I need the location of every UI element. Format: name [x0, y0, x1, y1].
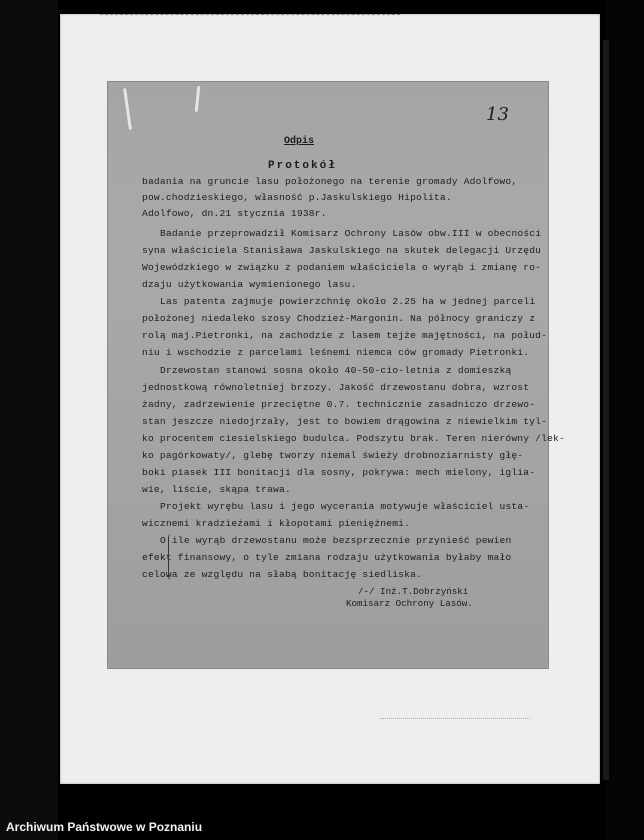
copy-label: Odpis — [284, 136, 315, 147]
intro-line: pow.chodzieskiego, własność p.Jaskulskiego Hipolita. — [142, 192, 452, 203]
body-line: syna właściciela Stanisława Jaskulskiego na skutek delegacji Urzędu — [142, 245, 542, 256]
paper-tear-mark — [123, 88, 132, 130]
body-line: żadny, zadrzewienie przeciętne 0.7. technicznie zasadniczo drzewo- — [142, 399, 536, 410]
body-line: Badanie przeprowadził Komisarz Ochrony Lasów obw.III w obecności — [160, 228, 542, 239]
signature-name: /-/ Inż.T.Dobrzyński — [358, 586, 469, 597]
body-line: boki piasek III bonitacji dla sosny, pokrywa: mech mielony, iglia- — [142, 467, 536, 478]
faint-pencil-mark — [380, 718, 530, 720]
margin-brace-mark — [168, 534, 175, 580]
page-number: 13 — [486, 104, 509, 125]
body-line: wicznemi kradzieżami i kłopotami pieniężnemi. — [142, 518, 411, 529]
body-line: efekt finansowy, o tyle zmiana rodzaju użytkowania byłaby mało — [142, 552, 512, 563]
body-line: Las patenta zajmuje powierzchnię około 2.25 ha w jednej parceli — [160, 296, 536, 307]
left-film-border — [0, 0, 58, 840]
body-line: O ile wyrąb drzewostanu może bezsprzecznie przynieść pewien — [160, 535, 512, 546]
body-line: Drzewostan stanowi sosna około 40-50-cio-letnia z domieszką — [160, 365, 512, 376]
body-line: dzaju użytkowania wymienionego lasu. — [142, 279, 357, 290]
body-line: położonej niedaleko szosy Chodzież-Margonin. Na północy graniczy z — [142, 313, 536, 324]
sheet-binding-strip — [603, 40, 609, 780]
body-line: celowa ze względu na słabą bonitację siedliska. — [142, 569, 422, 580]
archive-footer: Archiwum Państwowe w Poznaniu — [6, 820, 203, 834]
document-heading: Protokół — [268, 160, 337, 172]
body-line: wie, liście, skąpa trawa. — [142, 484, 291, 495]
top-edge-marks — [100, 14, 400, 18]
body-line: niu i wschodzie z parcelami leśnemi niemca ców gromady Pietronki. — [142, 347, 530, 358]
paper-tear-mark — [195, 86, 201, 112]
body-line: stan jeszcze niedojrzały, jest to bowiem drągowina z niewielkim tyl- — [142, 416, 548, 427]
body-line: rolą maj.Pietronki, na zachodzie z lasem tejże majętności, na połud- — [142, 330, 548, 341]
document-photocopy — [108, 82, 565, 668]
body-line: ko procentem ciesielskiego budulca. Podszytu brak. Teren nierówny /lek- — [142, 433, 565, 444]
date-line: Adolfowo, dn.21 stycznia 1938r. — [142, 208, 327, 219]
body-line: Wojewódzkiego w związku z podaniem właściciela o wyrąb i zmianę ro- — [142, 262, 542, 273]
right-film-border — [606, 0, 644, 840]
body-line: ko pagórkowaty/, glebę tworzy niemal świeży drobnoziarnisty głę- — [142, 450, 524, 461]
signature-title: Komisarz Ochrony Lasów. — [346, 598, 473, 609]
body-line: Projekt wyrębu lasu i jego wycerania motywuje właściciel usta- — [160, 501, 530, 512]
body-line: jednostkową równoletniej brzozy. Jakość drzewostanu dobra, wzrost — [142, 382, 530, 393]
intro-line: badania na gruncie lasu położonego na terenie gromady Adolfowo, — [142, 176, 518, 187]
